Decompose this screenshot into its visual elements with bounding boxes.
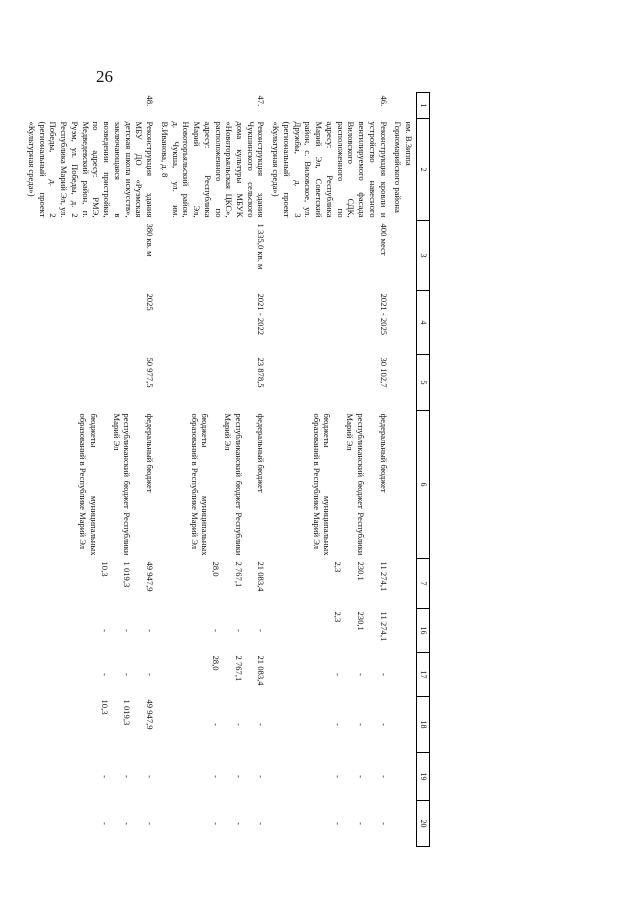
- amount: -: [378, 822, 389, 825]
- amount: 2 767,1: [233, 655, 244, 682]
- funding-source: республиканский бюджет Республики Марий Эл: [222, 413, 244, 556]
- capacity: 380 кв. м: [145, 223, 156, 257]
- landscape-page: [0, 92, 430, 846]
- amount: -: [122, 775, 133, 778]
- col-header: 18: [417, 697, 430, 753]
- amount: 2,3: [333, 611, 344, 623]
- capacity: 1 335,0 кв. м: [256, 223, 267, 270]
- amount: -: [99, 629, 110, 632]
- amount-col-17: [268, 653, 390, 697]
- amount-col-19: [157, 753, 268, 801]
- amount: -: [233, 629, 244, 632]
- col-header: 1: [417, 93, 430, 119]
- funding-source: бюджеты муниципальных образований в Республике Марий Эл: [189, 413, 211, 556]
- amount: 230,1: [355, 561, 366, 581]
- carryover-row: [391, 93, 417, 847]
- row-number: 47.: [256, 95, 267, 107]
- amount: -: [355, 723, 366, 726]
- amount-col-7: [24, 559, 157, 609]
- amount-col-17: [157, 653, 268, 697]
- amount: -: [122, 629, 133, 632]
- funding-source: республиканский бюджет Республики Марий Эл: [111, 413, 133, 556]
- amount-col-7: [157, 559, 268, 609]
- funding-sources: [268, 411, 390, 559]
- amount: 10,3: [99, 699, 110, 715]
- amount: 1 019,3: [122, 699, 133, 726]
- amount: 28,0: [210, 561, 221, 577]
- program-table: [24, 92, 430, 847]
- funding-sources: [24, 411, 157, 559]
- amount: -: [378, 775, 389, 778]
- amount: -: [99, 822, 110, 825]
- col-header: 4: [417, 291, 430, 355]
- amount: 21 083,4: [256, 561, 267, 592]
- funding-source: бюджеты муниципальных образований в Республике Марий Эл: [78, 413, 99, 556]
- amount-col-16: [24, 609, 157, 653]
- amount-col-20: [268, 801, 390, 847]
- row-number: 46.: [378, 95, 389, 107]
- amount: -: [256, 629, 267, 632]
- table-row: [24, 93, 157, 847]
- total-cost: 30 102,7: [378, 357, 389, 388]
- amount: -: [99, 673, 110, 676]
- amount: -: [233, 822, 244, 825]
- funding-source: федеральный бюджет: [145, 413, 156, 493]
- funding-source: федеральный бюджет: [378, 413, 389, 493]
- amount: -: [233, 775, 244, 778]
- amount: 230,1: [355, 611, 366, 631]
- amount: -: [210, 775, 221, 778]
- amount: -: [256, 775, 267, 778]
- table-row: [268, 93, 390, 847]
- amount: -: [378, 723, 389, 726]
- amount: -: [333, 822, 344, 825]
- amount: -: [256, 822, 267, 825]
- amount-col-16: [157, 609, 268, 653]
- amount: 10,3: [99, 561, 110, 577]
- object-description: Реконструкция кровли и устройство навесного вентилируемого фасада Виловского СДК, расположенного по адресу: Республика Марий Эл, Советский район, с. Виловское, ул. Дружбы, д. 3 (региональный проект «Культурная среда»): [271, 121, 389, 218]
- amount-col-16: [268, 609, 390, 653]
- col-header: 19: [417, 753, 430, 801]
- amount: -: [210, 629, 221, 632]
- object-description: Реконструкция здания МБУ ДО «Руэмская детская школа искусств», заключающаяся в возведении пристройки, по адресу: РМЭ, Медведевский район, п. Руэм, ул. Победы, д. 2 Республика Марий Эл, ул. Победы, д. 2 (региональный проект «Культурная среда»): [27, 121, 156, 218]
- funding-source: федеральный бюджет: [256, 413, 267, 493]
- amount: 21 083,4: [256, 655, 267, 686]
- amount: -: [333, 723, 344, 726]
- amount: -: [256, 723, 267, 726]
- amount: 28,0: [210, 655, 221, 671]
- rotated-page: [0, 92, 430, 846]
- funding-sources: [157, 411, 268, 559]
- amount: -: [145, 775, 156, 778]
- amount: 2 767,1: [233, 561, 244, 588]
- total-cost: 23 878,5: [256, 357, 267, 388]
- object-description: Реконструкция здания Чукшинского сельского дома культуры МБУК «Новоторъяльская ЦКС», расположенного по адресу: Республика Марий Эл, Новоторъяльский район, д. Чукша, ул. им. В.Иванова, д. 8: [159, 121, 267, 218]
- amount: -: [145, 822, 156, 825]
- amount: -: [122, 673, 133, 676]
- amount: -: [333, 775, 344, 778]
- amount-col-7: [268, 559, 390, 609]
- implementation-period: 2021 - 2025: [378, 293, 389, 336]
- amount: -: [378, 673, 389, 676]
- funding-source: бюджеты муниципальных образований в Республике Марий Эл: [311, 413, 333, 556]
- amount: -: [145, 673, 156, 676]
- amount-col-20: [157, 801, 268, 847]
- amount: -: [122, 822, 133, 825]
- amount-col-18: [157, 697, 268, 753]
- amount: -: [355, 673, 366, 676]
- amount: -: [355, 775, 366, 778]
- amount-col-19: [268, 753, 390, 801]
- funding-source: республиканский бюджет Республики Марий Эл: [345, 413, 366, 556]
- amount: 2,3: [333, 561, 344, 573]
- amount: -: [333, 673, 344, 676]
- col-header: 5: [417, 355, 430, 411]
- amount: 11 274,1: [378, 611, 389, 642]
- amount-col-17: [24, 653, 157, 697]
- col-header: 20: [417, 801, 430, 847]
- carryover-text: им. В.Зиппа Горномарийского района: [393, 121, 414, 213]
- amount: 1 019,3: [122, 561, 133, 588]
- table-row: [157, 93, 268, 847]
- page-number: 26: [96, 67, 113, 86]
- amount: -: [210, 822, 221, 825]
- amount: 49 947,9: [145, 699, 156, 730]
- col-header: 17: [417, 653, 430, 697]
- col-header: 3: [417, 221, 430, 291]
- implementation-period: 2021 - 2022: [256, 293, 267, 336]
- capacity: 400 мест: [378, 223, 389, 256]
- col-header: 2: [417, 119, 430, 221]
- col-header: 7: [417, 559, 430, 609]
- amount-col-19: [24, 753, 157, 801]
- column-number-header: [417, 93, 430, 847]
- amount: -: [233, 723, 244, 726]
- total-cost: 50 977,5: [145, 357, 156, 388]
- amount-col-18: [24, 697, 157, 753]
- col-header: 6: [417, 411, 430, 559]
- amount: 49 947,9: [145, 561, 156, 592]
- amount: -: [145, 629, 156, 632]
- amount-col-20: [24, 801, 157, 847]
- col-header: 16: [417, 609, 430, 653]
- amount: -: [210, 723, 221, 726]
- amount: -: [355, 822, 366, 825]
- implementation-period: 2025: [145, 293, 156, 311]
- amount-col-18: [268, 697, 390, 753]
- amount: -: [99, 775, 110, 778]
- row-number: 48.: [145, 95, 156, 107]
- amount: 11 274,1: [378, 561, 389, 592]
